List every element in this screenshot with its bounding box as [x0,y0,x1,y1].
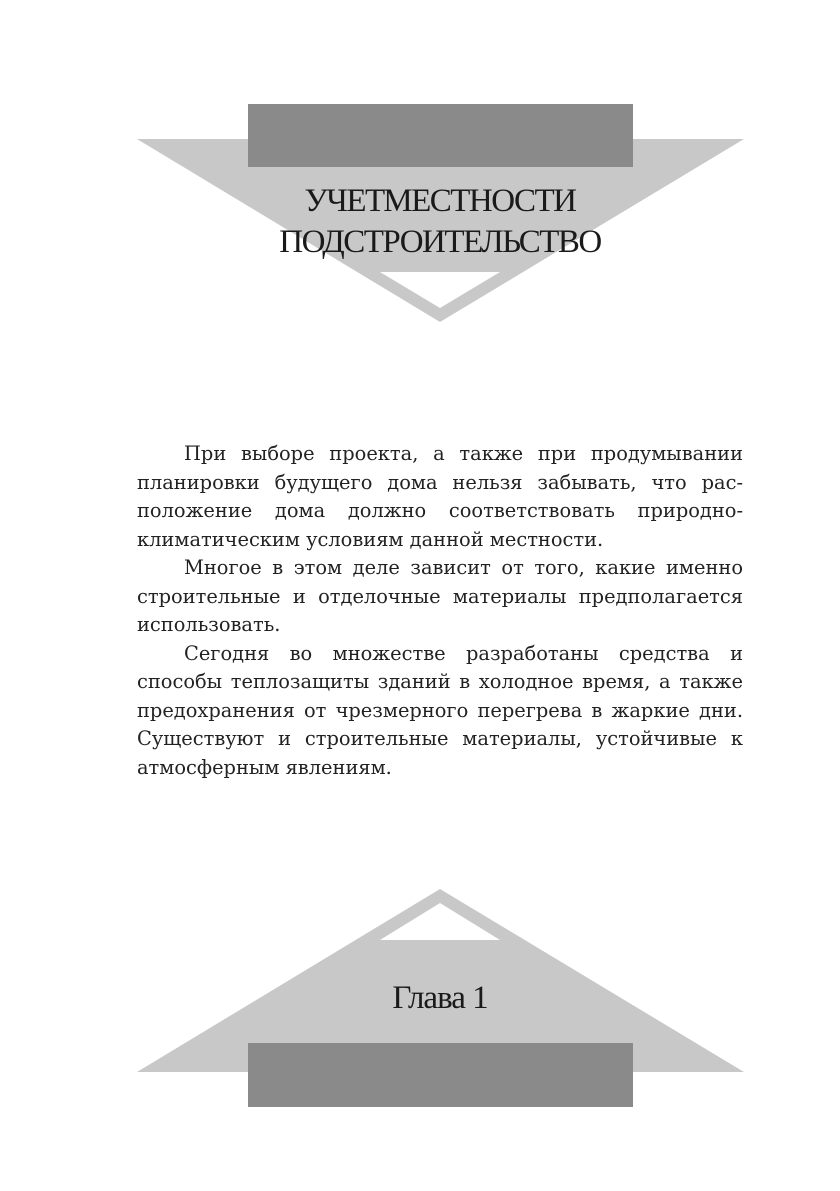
paragraph: Многое в этом деле зависит от того, какие именно строительные и отделочные материалы предполагается использовать. [137,556,743,636]
paragraph: Сегодня во множестве разработаны средства и способы теплозащиты зданий в холодное время, а также предохранения от чрезмерного перегрева в жаркие дни. Существуют и строительные материалы, устойчивые к атмосферным явлениям. [137,641,743,779]
header-bar [248,104,633,167]
chapter-label: Глава 1 [392,980,488,1016]
body-text [137,440,743,782]
chapter-title-line-1: УЧЕТМЕСТНОСТИ [304,183,576,219]
chapter-title [140,181,740,263]
chapter-title-line-2: ПОДСТРОИТЕЛЬСТВО [279,224,601,260]
paragraph: При выборе проекта, а также при продумывании планировки будущего дома нельзя забывать, что расположение дома должно соответствовать природно-климатическим условиям данной местности. [137,442,743,551]
footer-bar [248,1043,633,1107]
